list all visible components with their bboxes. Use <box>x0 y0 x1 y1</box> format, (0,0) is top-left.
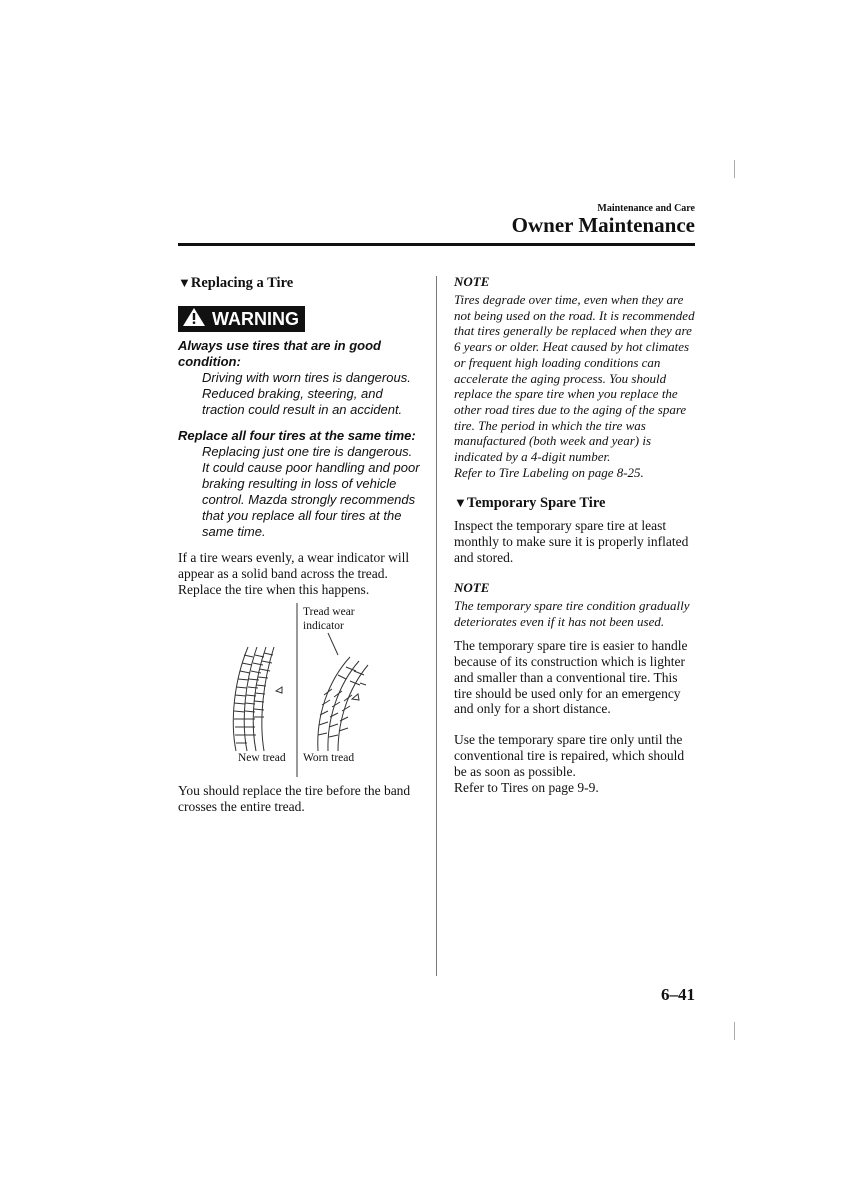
inspect-paragraph: Inspect the temporary spare tire at least monthly to make sure it is properly inflated and stored. <box>454 518 689 566</box>
temporary-spare-heading <box>454 494 696 512</box>
tires-reference: Refer to Tires on page 9-9. <box>454 779 599 795</box>
section-label: Maintenance and Care <box>597 203 695 214</box>
note-text: Tires degrade over time, even when they are not being used on the road. It is recommended that tires generally be replaced when they are 6 years or older. Heat caused by hot climates or frequent high loading conditions can accelerate the aging process. You should replace the spare tire when you replace the other road tires due to the aging of the spare tire. The period in which the tire was manufactured (both week and year) is indicated by a 4-digit number. <box>454 292 695 465</box>
heading-text: Replacing a Tire <box>190 275 294 291</box>
tread-illustration <box>178 601 423 779</box>
spare-usage-paragraph: Use the temporary spare tire only until the conventional tire is repaired, which should be as soon as possible. <box>454 732 685 779</box>
new-tread-label: New tread <box>238 752 286 765</box>
warning-item-title: Always use tires that are in good condition: <box>178 338 381 369</box>
page-title: Owner Maintenance <box>511 213 695 237</box>
warning-badge <box>178 306 305 332</box>
warning-item <box>178 428 423 540</box>
warning-item <box>178 338 423 418</box>
note-text: The temporary spare tire condition gradually deteriorates even if it has not been used. <box>454 597 690 629</box>
warning-item-body: Driving with worn tires is dangerous. Reduced braking, steering, and traction could result in an accident. <box>202 370 411 417</box>
wear-indicator-paragraph: If a tire wears evenly, a wear indicator will appear as a solid band across the tread. Replace the tire when this happens. <box>178 550 410 597</box>
warning-item-body: Replacing just one tire is dangerous. It could cause poor handling and poor braking resulting in loss of vehicle control. Mazda strongly recommends that you replace all four tires at the same time. <box>202 444 420 539</box>
note-reference: Refer to Tire Labeling on page 8-25. <box>454 464 644 480</box>
header-rule <box>178 243 695 246</box>
warning-triangle-icon <box>182 307 206 332</box>
triangle-marker-icon: ▼ <box>454 495 467 511</box>
warning-item-title: Replace all four tires at the same time: <box>178 428 416 443</box>
trim-mark-top <box>734 160 735 178</box>
replacing-tire-heading <box>178 274 423 292</box>
tread-wear-figure <box>178 601 423 779</box>
trim-mark-bottom <box>734 1022 735 1040</box>
replace-paragraph: You should replace the tire before the band crosses the entire tread. <box>178 783 411 815</box>
spare-construction-paragraph: The temporary spare tire is easier to handle because of its construction which is lighter and smaller than a conventional tire. This tire should be used only for an emergency and only for a short distance. <box>454 638 688 717</box>
callout-label: Tread wear indicator <box>303 606 355 633</box>
note-label: NOTE <box>454 579 490 595</box>
column-divider <box>436 276 437 976</box>
page-number: 6–41 <box>661 985 695 1004</box>
note-label: NOTE <box>454 274 490 289</box>
right-column <box>454 274 696 795</box>
left-column <box>178 274 423 815</box>
triangle-marker-icon: ▼ <box>178 275 191 290</box>
warning-label: WARNING <box>212 308 299 329</box>
worn-tread-label: Worn tread <box>303 752 355 765</box>
heading-text: Temporary Spare Tire <box>466 495 606 512</box>
